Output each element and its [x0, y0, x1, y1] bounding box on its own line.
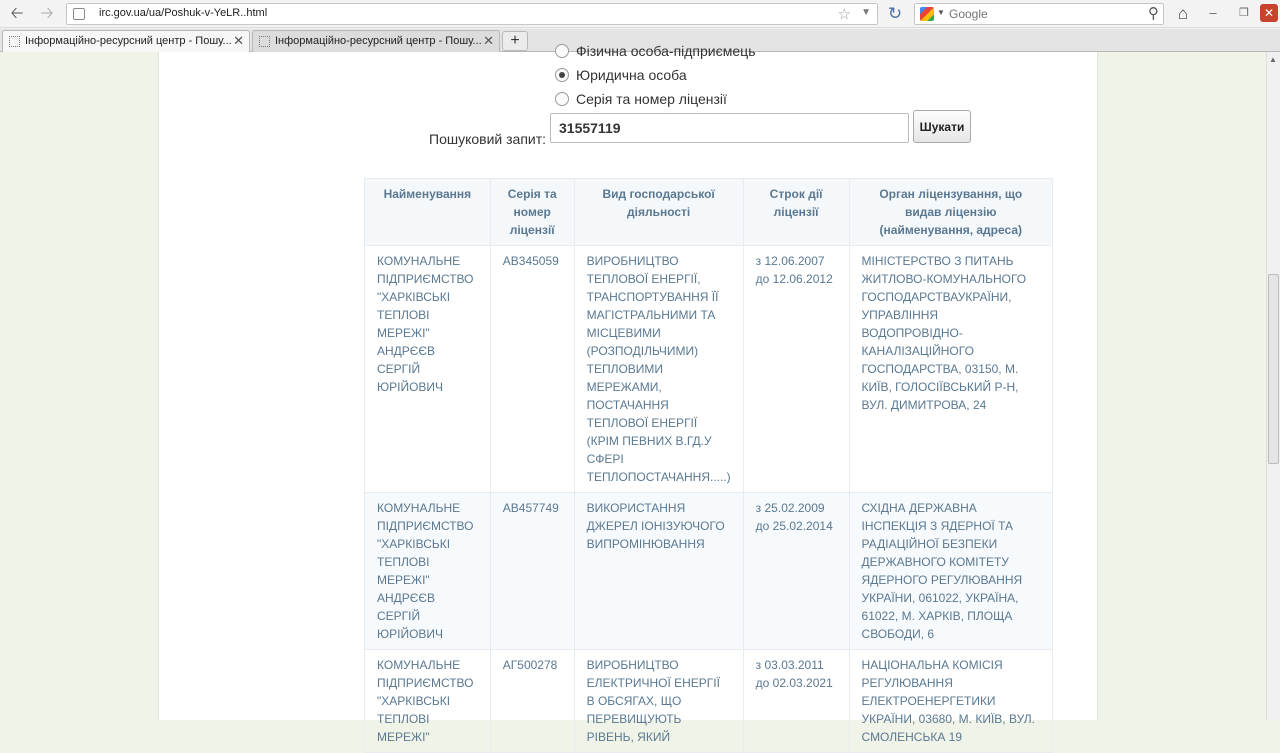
scrollbar-thumb[interactable]: [1268, 274, 1279, 464]
cell-term: з 25.02.2009 до 25.02.2014: [743, 493, 849, 650]
tab-2[interactable]: [252, 30, 500, 52]
address-bar[interactable]: [66, 3, 878, 25]
page-content: [158, 43, 1098, 744]
search-button[interactable]: Шукати: [913, 110, 971, 143]
radio-button[interactable]: [555, 92, 569, 106]
table-row: [365, 493, 1053, 650]
browser-search-input[interactable]: [949, 6, 1139, 22]
google-logo-icon: [920, 7, 934, 21]
cell-term: з 03.03.2011 до 02.03.2021: [743, 650, 849, 753]
table-row: [365, 650, 1053, 753]
header-term: Строк дії ліцензії: [743, 179, 849, 246]
tab-close-icon[interactable]: ✕: [483, 33, 494, 48]
tab-close-icon[interactable]: ✕: [233, 33, 244, 48]
header-license: Серія та номер ліцензії: [490, 179, 574, 246]
cell-authority: НАЦІОНАЛЬНА КОМІСІЯ РЕГУЛЮВАННЯ ЕЛЕКТРОЕНЕРГЕТИКИ УКРАЇНИ, 03680, М. КИЇВ, ВУЛ. СМОЛЕНСЬКА 19: [849, 650, 1052, 753]
search-magnifier-icon[interactable]: ⚲: [1148, 5, 1159, 22]
table-header-row: [365, 179, 1053, 246]
scroll-up-icon[interactable]: ▲: [1269, 55, 1277, 64]
query-label: Пошуковий запит:: [429, 131, 547, 147]
url-text[interactable]: irc.gov.ua/ua/Poshuk-v-YeLR..html: [99, 7, 268, 19]
radio-button[interactable]: [555, 44, 569, 58]
cell-authority: МІНІСТЕРСТВО З ПИТАНЬ ЖИТЛОВО-КОМУНАЛЬНОГО ГОСПОДАРСТВАУКРАЇНИ, УПРАВЛІННЯ ВОДОПРОВІДНО-КАНАЛІЗАЦІЙНОГО ГОСПОДАРСТВА, 03150, М. КИЇВ, ГОЛОСІЇВСЬКИЙ Р-Н, ВУЛ. ДИМИТРОВА, 24: [849, 246, 1052, 493]
tab-page-icon: [259, 36, 270, 47]
forward-arrow-icon[interactable]: 🡢: [40, 5, 54, 22]
tab-label: Інформаційно-ресурсний центр - Пошу...: [275, 35, 482, 47]
table-row: [365, 246, 1053, 493]
engine-dropdown-icon[interactable]: ▼: [937, 8, 945, 17]
cell-license: АВ457749: [490, 493, 574, 650]
tab-label: Інформаційно-ресурсний центр - Пошу...: [25, 35, 232, 47]
bookmark-star-icon[interactable]: ☆: [837, 6, 851, 23]
results-table: [364, 178, 1053, 753]
cell-activity: ВИКОРИСТАННЯ ДЖЕРЕЛ ІОНІЗУЮЧОГО ВИПРОМІНЮВАННЯ: [574, 493, 743, 650]
tab-page-icon: [9, 36, 20, 47]
browser-search-box[interactable]: [914, 3, 1164, 25]
cell-license: АГ500278: [490, 650, 574, 753]
page-icon: [73, 8, 85, 20]
reload-icon[interactable]: ↻: [887, 4, 903, 23]
radio-label: Фізична особа-підприємець: [576, 43, 756, 59]
cell-term: з 12.06.2007 до 12.06.2012: [743, 246, 849, 493]
home-icon[interactable]: ⌂: [1177, 4, 1189, 23]
radio-label: Серія та номер ліцензії: [576, 91, 727, 107]
radio-button[interactable]: [555, 68, 569, 82]
vertical-scrollbar[interactable]: [1266, 52, 1280, 720]
cell-license: АВ345059: [490, 246, 574, 493]
header-authority: Орган ліцензування, що видав ліцензію (найменування, адреса): [849, 179, 1052, 246]
radio-option-license-number[interactable]: [555, 91, 727, 111]
browser-toolbar: [0, 0, 1280, 28]
history-dropdown-icon[interactable]: ▼: [861, 7, 871, 18]
cell-activity: ВИРОБНИЦТВО ТЕПЛОВОЇ ЕНЕРГІЇ, ТРАНСПОРТУВАННЯ ЇЇ МАГІСТРАЛЬНИМИ ТА МІСЦЕВИМИ (РОЗПОДІЛЬЧИМИ) ТЕПЛОВИМИ МЕРЕЖАМИ, ПОСТАЧАННЯ ТЕПЛОВОЇ ЕНЕРГІЇ (КРІМ ПЕВНИХ В.ГД.У СФЕРІ ТЕПЛОПОСТАЧАННЯ.....): [574, 246, 743, 493]
header-activity: Вид господарської діяльності: [574, 179, 743, 246]
restore-icon[interactable]: ❐: [1239, 7, 1249, 19]
query-input[interactable]: 31557119: [550, 113, 909, 143]
radio-option-individual[interactable]: [555, 43, 755, 63]
radio-label: Юридична особа: [576, 67, 687, 83]
cell-authority: СХІДНА ДЕРЖАВНА ІНСПЕКЦІЯ З ЯДЕРНОЇ ТА РАДІАЦІЙНОЇ БЕЗПЕКИ ДЕРЖАВНОГО КОМІТЕТУ ЯДЕРНОГО РЕГУЛЮВАННЯ УКРАЇНИ, 061022, УКРАЇНА, 61022, М. ХАРКІВ, ПЛОЩА СВОБОДИ, 6: [849, 493, 1052, 650]
back-arrow-icon[interactable]: 🡠: [10, 5, 24, 22]
cell-name: КОМУНАЛЬНЕ ПІДПРИЄМСТВО "ХАРКІВСЬКІ ТЕПЛОВІ МЕРЕЖІ" АНДРЄЄВ СЕРГІЙ ЮРІЙОВИЧ: [365, 246, 491, 493]
header-name: Найменування: [365, 179, 491, 246]
minimize-icon[interactable]: –: [1209, 5, 1217, 20]
cell-name: КОМУНАЛЬНЕ ПІДПРИЄМСТВО "ХАРКІВСЬКІ ТЕПЛОВІ МЕРЕЖІ" АНДРЄЄВ СЕРГІЙ ЮРІЙОВИЧ: [365, 493, 491, 650]
tab-1[interactable]: [2, 30, 250, 52]
new-tab-button[interactable]: +: [502, 31, 528, 51]
close-window-icon[interactable]: ✕: [1260, 4, 1278, 22]
radio-option-legal-entity[interactable]: [555, 67, 687, 87]
cell-activity: ВИРОБНИЦТВО ЕЛЕКТРИЧНОЇ ЕНЕРГІЇ В ОБСЯГАХ, ЩО ПЕРЕВИЩУЮТЬ РІВЕНЬ, ЯКИЙ: [574, 650, 743, 753]
cell-name: КОМУНАЛЬНЕ ПІДПРИЄМСТВО "ХАРКІВСЬКІ ТЕПЛОВІ МЕРЕЖІ": [365, 650, 491, 753]
